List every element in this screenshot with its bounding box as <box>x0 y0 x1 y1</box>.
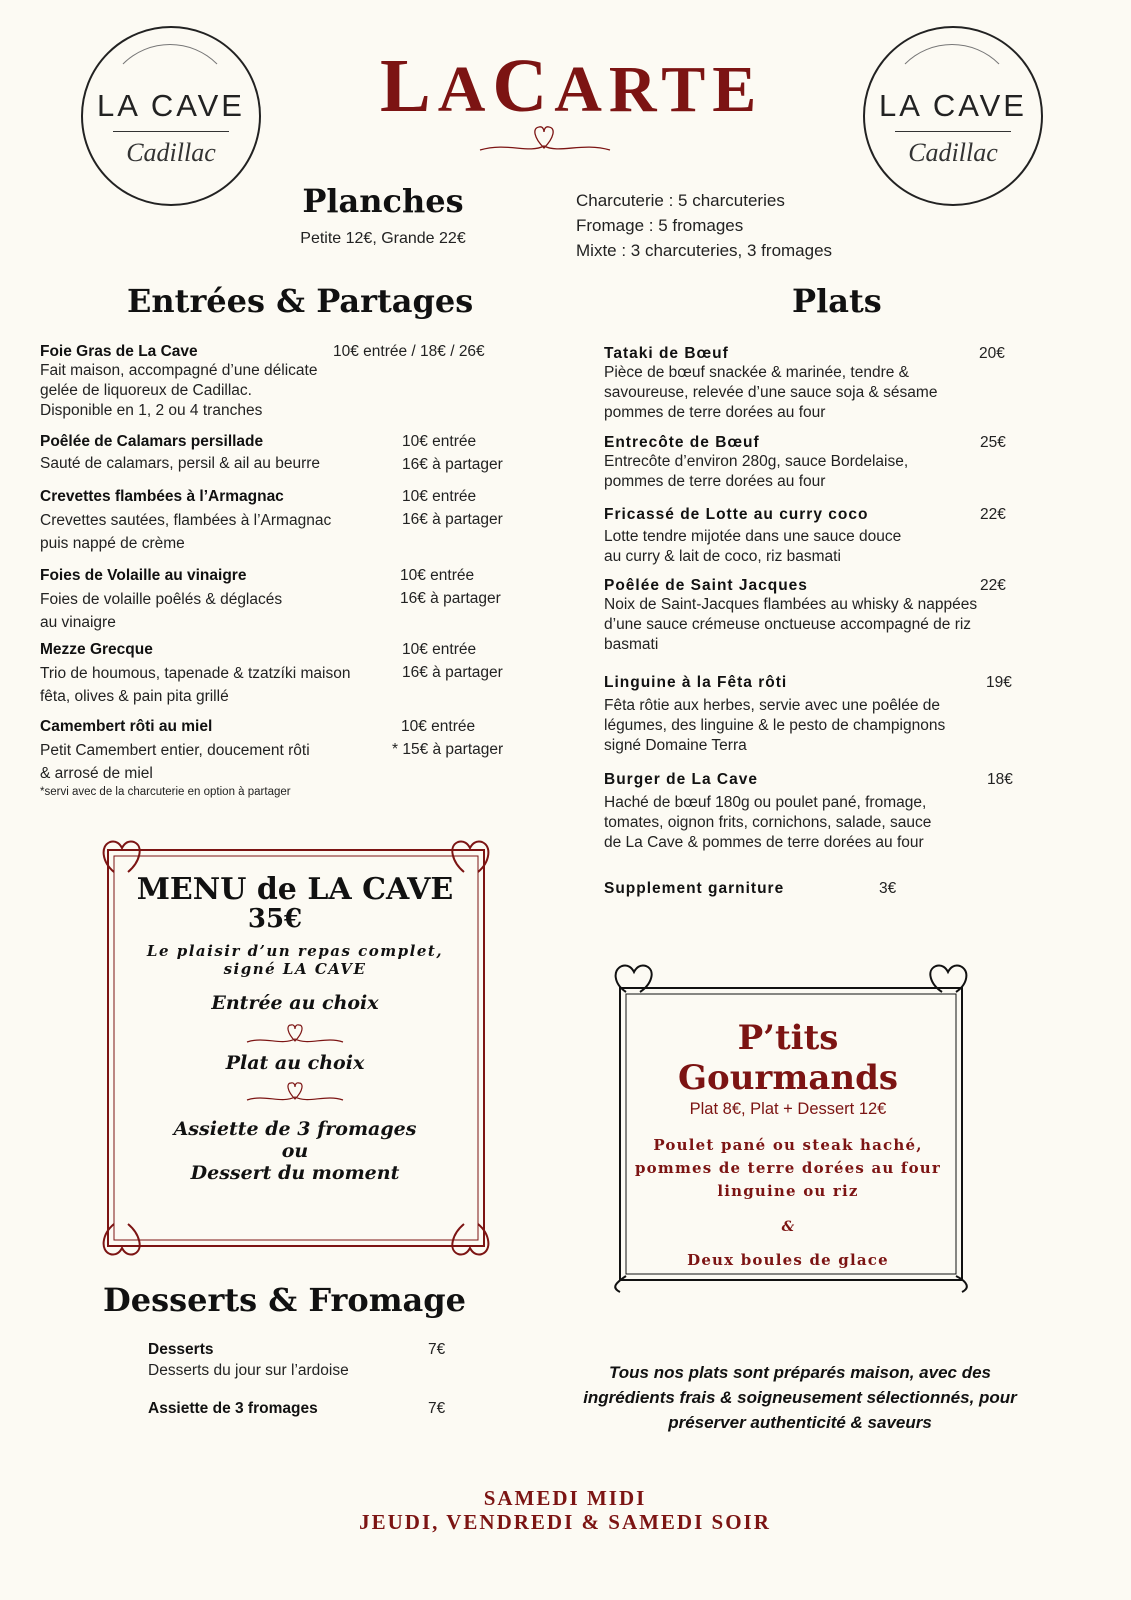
plat-name: Poêlée de Saint Jacques <box>604 577 808 594</box>
entree-name: Foies de Volaille au vinaigre <box>40 567 247 584</box>
title-letter: C <box>492 44 555 128</box>
dessert-item <box>148 1400 458 1418</box>
logo-right <box>863 26 1043 206</box>
tagline-line: Tous nos plats sont préparés maison, avec des <box>609 1363 991 1382</box>
plat-name: Tataki de Bœuf <box>604 345 729 362</box>
planche-option: Charcuterie : 5 charcuteries <box>576 191 785 210</box>
entree-item <box>40 641 520 708</box>
hours-line: SAMEDI MIDI <box>483 1486 647 1510</box>
plat-price: 19€ <box>986 674 1012 691</box>
dessert-price: 7€ <box>428 1341 446 1358</box>
plat-item <box>604 434 1024 492</box>
menu-content <box>130 874 460 1184</box>
entree-item <box>40 718 520 785</box>
entree-desc: & arrosé de miel <box>40 765 153 782</box>
menu-line: Plat au choix <box>225 1052 365 1074</box>
entree-desc: puis nappé de crème <box>40 535 185 552</box>
menu-tagline: signé LA CAVE <box>223 960 367 978</box>
supplement-price: 3€ <box>879 880 897 897</box>
menu-price: 35€ <box>247 904 303 934</box>
entree-price: 10€ entrée <box>401 718 476 735</box>
entree-desc: fêta, olives & pain pita grillé <box>40 688 229 705</box>
plat-name: Fricassé de Lotte au curry coco <box>604 506 869 523</box>
plat-price: 20€ <box>979 345 1005 362</box>
plat-desc: d’une sauce crémeuse onctueuse accompagné de riz <box>604 616 972 633</box>
gourmands-prices: Plat 8€, Plat + Dessert 12€ <box>689 1100 887 1118</box>
title-letter: L <box>380 44 438 128</box>
planches-heading: Planches <box>302 182 464 220</box>
entree-name: Camembert rôti au miel <box>40 718 213 735</box>
plat-item <box>604 577 1024 655</box>
entree-name: Poêlée de Calamars persillade <box>40 433 264 450</box>
plat-name: Burger de La Cave <box>604 771 758 788</box>
gourmands-line: Poulet pané ou steak haché, <box>653 1136 923 1154</box>
plat-desc: légumes, des linguine & le pesto de champignons <box>604 717 946 734</box>
heart-divider-icon <box>245 1078 345 1108</box>
entree-price: 16€ à partager <box>402 511 503 528</box>
menu-line: Entrée au choix <box>211 992 379 1014</box>
heart-divider-icon <box>245 1020 345 1050</box>
title-letter: ARTE <box>554 53 764 126</box>
logo-script: Cadillac <box>126 138 216 167</box>
logo-script: Cadillac <box>908 138 998 167</box>
entree-desc: Fait maison, accompagné d’une délicate <box>40 362 318 379</box>
logo-rule <box>895 131 1011 132</box>
logo-name: LA CAVE <box>879 88 1027 123</box>
dessert-price: 7€ <box>428 1400 446 1417</box>
plat-desc: tomates, oignon frits, cornichons, salade, sauce <box>604 814 932 831</box>
entree-price: 10€ entrée <box>402 433 477 450</box>
dessert-name: Assiette de 3 fromages <box>148 1400 318 1417</box>
planche-option: Mixte : 3 charcuteries, 3 fromages <box>576 241 833 260</box>
hours-line: JEUDI, VENDREDI & SAMEDI SOIR <box>359 1510 771 1534</box>
dessert-name: Desserts <box>148 1341 214 1358</box>
plat-desc: Entrecôte d’environ 280g, sauce Bordelaise, <box>604 453 909 470</box>
entree-desc: Disponible en 1, 2 ou 4 tranches <box>40 402 263 419</box>
planches-options <box>576 188 832 263</box>
desserts-heading: Desserts & Fromage <box>103 1281 467 1319</box>
plat-desc: signé Domaine Terra <box>604 737 747 754</box>
plat-desc: Noix de Saint-Jacques flambées au whisky & nappées <box>604 596 978 613</box>
page-title <box>380 44 764 128</box>
logo-left <box>81 26 261 206</box>
title-letter: A <box>437 53 493 126</box>
planches-prices: Petite 12€, Grande 22€ <box>300 230 466 247</box>
opening-hours <box>300 1486 830 1534</box>
entree-name: Crevettes flambées à l’Armagnac <box>40 488 284 505</box>
gourmands-line: linguine ou riz <box>717 1182 859 1200</box>
entree-desc: Foies de volaille poêlés & déglacés <box>40 591 283 608</box>
entree-item <box>40 567 520 634</box>
tagline-line: préserver authenticité & saveurs <box>668 1413 932 1432</box>
plat-desc: savoureuse, relevée d’une sauce soja & sésame <box>604 384 938 401</box>
tagline-line: ingrédients frais & soigneusement sélectionnés, pour <box>583 1388 1017 1407</box>
plat-desc: au curry & lait de coco, riz basmati <box>604 548 841 565</box>
dessert-item <box>148 1341 458 1381</box>
gourmands-line: Deux boules de glace <box>687 1251 889 1269</box>
gourmands-line: pommes de terre dorées au four <box>634 1159 941 1177</box>
plat-price: 25€ <box>980 434 1006 451</box>
entree-desc: Petit Camembert entier, doucement rôti <box>40 742 310 759</box>
logo-name: LA CAVE <box>97 88 245 123</box>
entree-footnote: *servi avec de la charcuterie en option à partager <box>40 786 291 798</box>
supplement-name: Supplement garniture <box>604 880 785 897</box>
menu-line: ou <box>281 1140 309 1162</box>
plat-name: Linguine à la Fêta rôti <box>604 674 788 691</box>
plat-item <box>604 506 1024 567</box>
heart-flourish-icon <box>478 120 612 160</box>
menu-title: MENU de LA CAVE <box>136 872 454 907</box>
entree-price: 16€ à partager <box>402 456 503 473</box>
planche-option: Fromage : 5 fromages <box>576 216 744 235</box>
plat-name: Entrecôte de Bœuf <box>604 434 760 451</box>
menu-line: Assiette de 3 fromages <box>173 1118 417 1140</box>
menu-line: Dessert du moment <box>190 1162 400 1184</box>
entree-desc: gelée de liquoreux de Cadillac. <box>40 382 252 399</box>
logo-rule <box>113 131 229 132</box>
entree-item <box>40 433 520 474</box>
plat-price: 22€ <box>980 506 1006 523</box>
entrees-heading: Entrées & Partages <box>127 282 474 320</box>
entree-price: * 15€ à partager <box>392 741 504 758</box>
gourmands-amp: & <box>781 1219 795 1235</box>
plat-item <box>604 771 1024 853</box>
entree-price: 10€ entrée / 18€ / 26€ <box>333 343 485 360</box>
entree-desc: Trio de houmous, tapenade & tzatzíki maison <box>40 665 351 682</box>
menu-tagline: Le plaisir d’un repas complet, <box>146 942 444 960</box>
entree-name: Foie Gras de La Cave <box>40 343 198 360</box>
plat-desc: basmati <box>604 636 659 653</box>
house-tagline <box>556 1360 1044 1435</box>
plat-item <box>604 345 1024 423</box>
entree-price: 10€ entrée <box>402 488 477 505</box>
entree-desc: Sauté de calamars, persil & ail au beurre <box>40 455 321 472</box>
entree-desc: Crevettes sautées, flambées à l’Armagnac <box>40 512 332 529</box>
entree-price: 16€ à partager <box>402 664 503 681</box>
plat-desc: pommes de terre dorées au four <box>604 404 826 421</box>
entree-price: 10€ entrée <box>402 641 477 658</box>
plat-desc: pommes de terre dorées au four <box>604 473 826 490</box>
gourmands-content <box>622 1018 954 1272</box>
entree-name: Mezze Grecque <box>40 641 153 658</box>
entree-item <box>40 488 520 555</box>
plat-price: 22€ <box>980 577 1006 594</box>
entree-item <box>40 343 520 421</box>
plat-item <box>604 674 1024 756</box>
plat-desc: Pièce de bœuf snackée & marinée, tendre & <box>604 364 909 381</box>
entree-desc: au vinaigre <box>40 614 116 631</box>
plats-heading: Plats <box>792 282 882 320</box>
plat-desc: Fêta rôtie aux herbes, servie avec une poêlée de <box>604 697 941 714</box>
plat-desc: de La Cave & pommes de terre dorées au four <box>604 834 924 851</box>
entree-price: 10€ entrée <box>400 567 475 584</box>
plat-desc: Haché de bœuf 180g ou poulet pané, fromage, <box>604 794 927 811</box>
supplement-item <box>604 880 924 898</box>
entree-price: 16€ à partager <box>400 590 501 607</box>
plat-desc: Lotte tendre mijotée dans une sauce douce <box>604 528 902 545</box>
gourmands-title: P’tits Gourmands <box>678 1018 898 1098</box>
dessert-desc: Desserts du jour sur l’ardoise <box>148 1362 349 1379</box>
plat-price: 18€ <box>987 771 1013 788</box>
